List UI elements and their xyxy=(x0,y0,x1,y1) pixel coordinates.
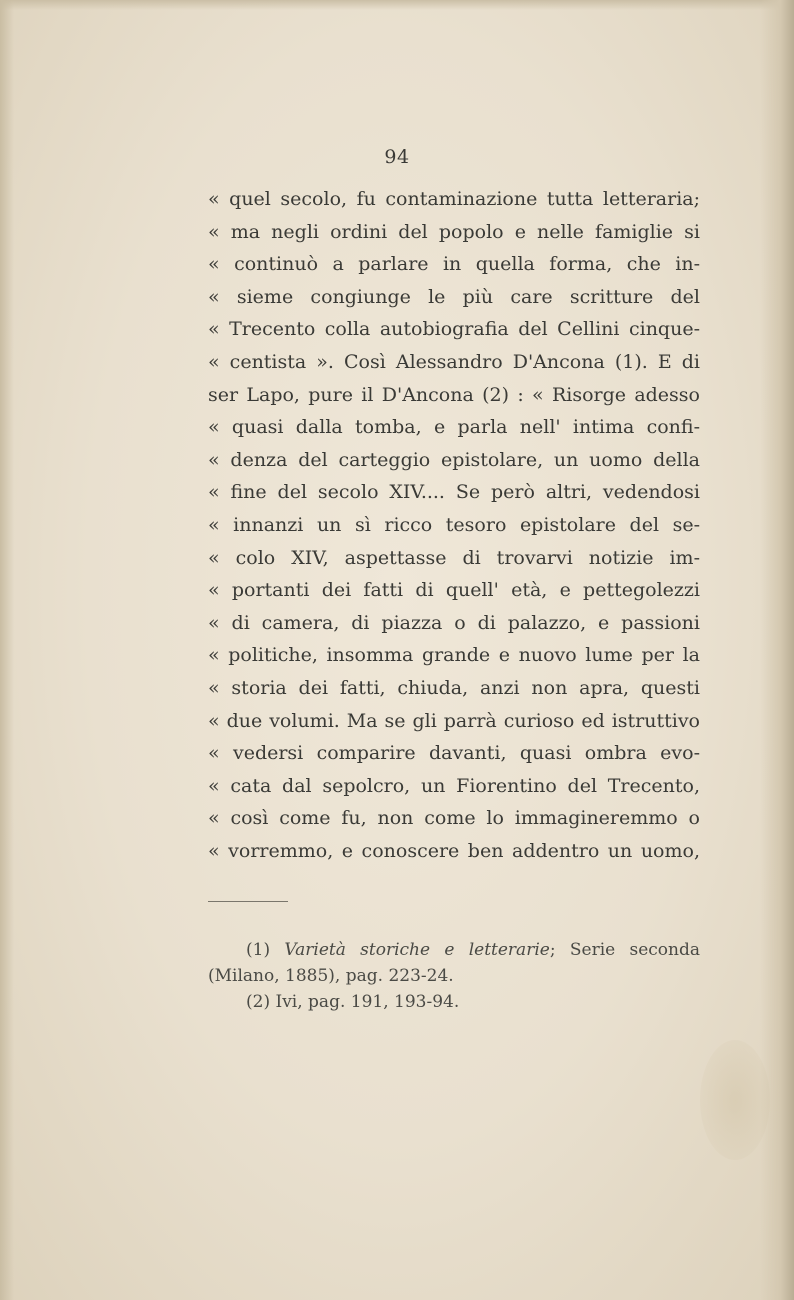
body-line: « due volumi. Ma se gli parrà curioso ed istruttivo xyxy=(208,709,700,732)
body-line: « denza del carteggio epistolare, un uomo della xyxy=(208,448,700,471)
body-line: « colo XIV, aspettasse di trovarvi notizie im- xyxy=(208,546,700,569)
body-line: « quel secolo, fu contaminazione tutta letteraria; xyxy=(208,188,700,210)
body-line: « così come fu, non come lo immagineremmo o xyxy=(208,807,700,830)
footnote-1-title: Varietà storiche e letterarie xyxy=(284,940,550,960)
footnote-1-marker: (1) xyxy=(246,940,271,960)
page-edge-left xyxy=(0,0,14,1300)
body-line: « centista ». Così Alessandro D'Ancona (1). E di xyxy=(208,350,700,373)
body-line: « storia dei fatti, chiuda, anzi non apra, questi xyxy=(208,676,700,699)
paper-stain xyxy=(700,1040,770,1160)
footnote-1 xyxy=(208,937,700,963)
body-line: « ma negli ordini del popolo e nelle famiglie si xyxy=(208,220,700,243)
footnote-rule xyxy=(208,901,288,902)
footnotes xyxy=(208,937,700,1015)
body-line: « innanzi un sì ricco tesoro epistolare del se- xyxy=(208,513,700,536)
body-line: « vedersi comparire davanti, quasi ombra evo- xyxy=(208,742,700,765)
body-line: « di camera, di piazza o di palazzo, e passioni xyxy=(208,611,700,634)
body-line: « Trecento colla autobiografia del Cellini cinque- xyxy=(208,318,700,341)
body-line: « continuò a parlare in quella forma, che in- xyxy=(208,253,700,276)
body-line: « politiche, insomma grande e nuovo lume per la xyxy=(208,644,700,667)
body-line: ser Lapo, pure il D'Ancona (2) : « Risorge adesso xyxy=(208,383,700,406)
body-line: « fine del secolo XIV.... Se però altri, vedendosi xyxy=(208,481,700,504)
body-line: « cata dal sepolcro, un Fiorentino del Trecento, xyxy=(208,774,700,797)
page-edge-top xyxy=(0,0,794,10)
footnote-1-continuation: (Milano, 1885), pag. 223-24. xyxy=(208,966,454,986)
body-line: « vorremmo, e conoscere ben addentro un uomo, xyxy=(208,839,700,862)
footnote-1-after: ; Serie seconda xyxy=(549,940,701,960)
body-line: « portanti dei fatti di quell' età, e pettegolezzi xyxy=(208,579,700,602)
body-line: « quasi dalla tomba, e parla nell' intima confi- xyxy=(208,416,700,439)
body-line: « sieme congiunge le più care scritture del xyxy=(208,285,700,308)
body-text xyxy=(208,183,700,867)
page-number: 94 xyxy=(384,146,410,168)
footnote-2: (2) Ivi, pag. 191, 193-94. xyxy=(246,992,460,1012)
